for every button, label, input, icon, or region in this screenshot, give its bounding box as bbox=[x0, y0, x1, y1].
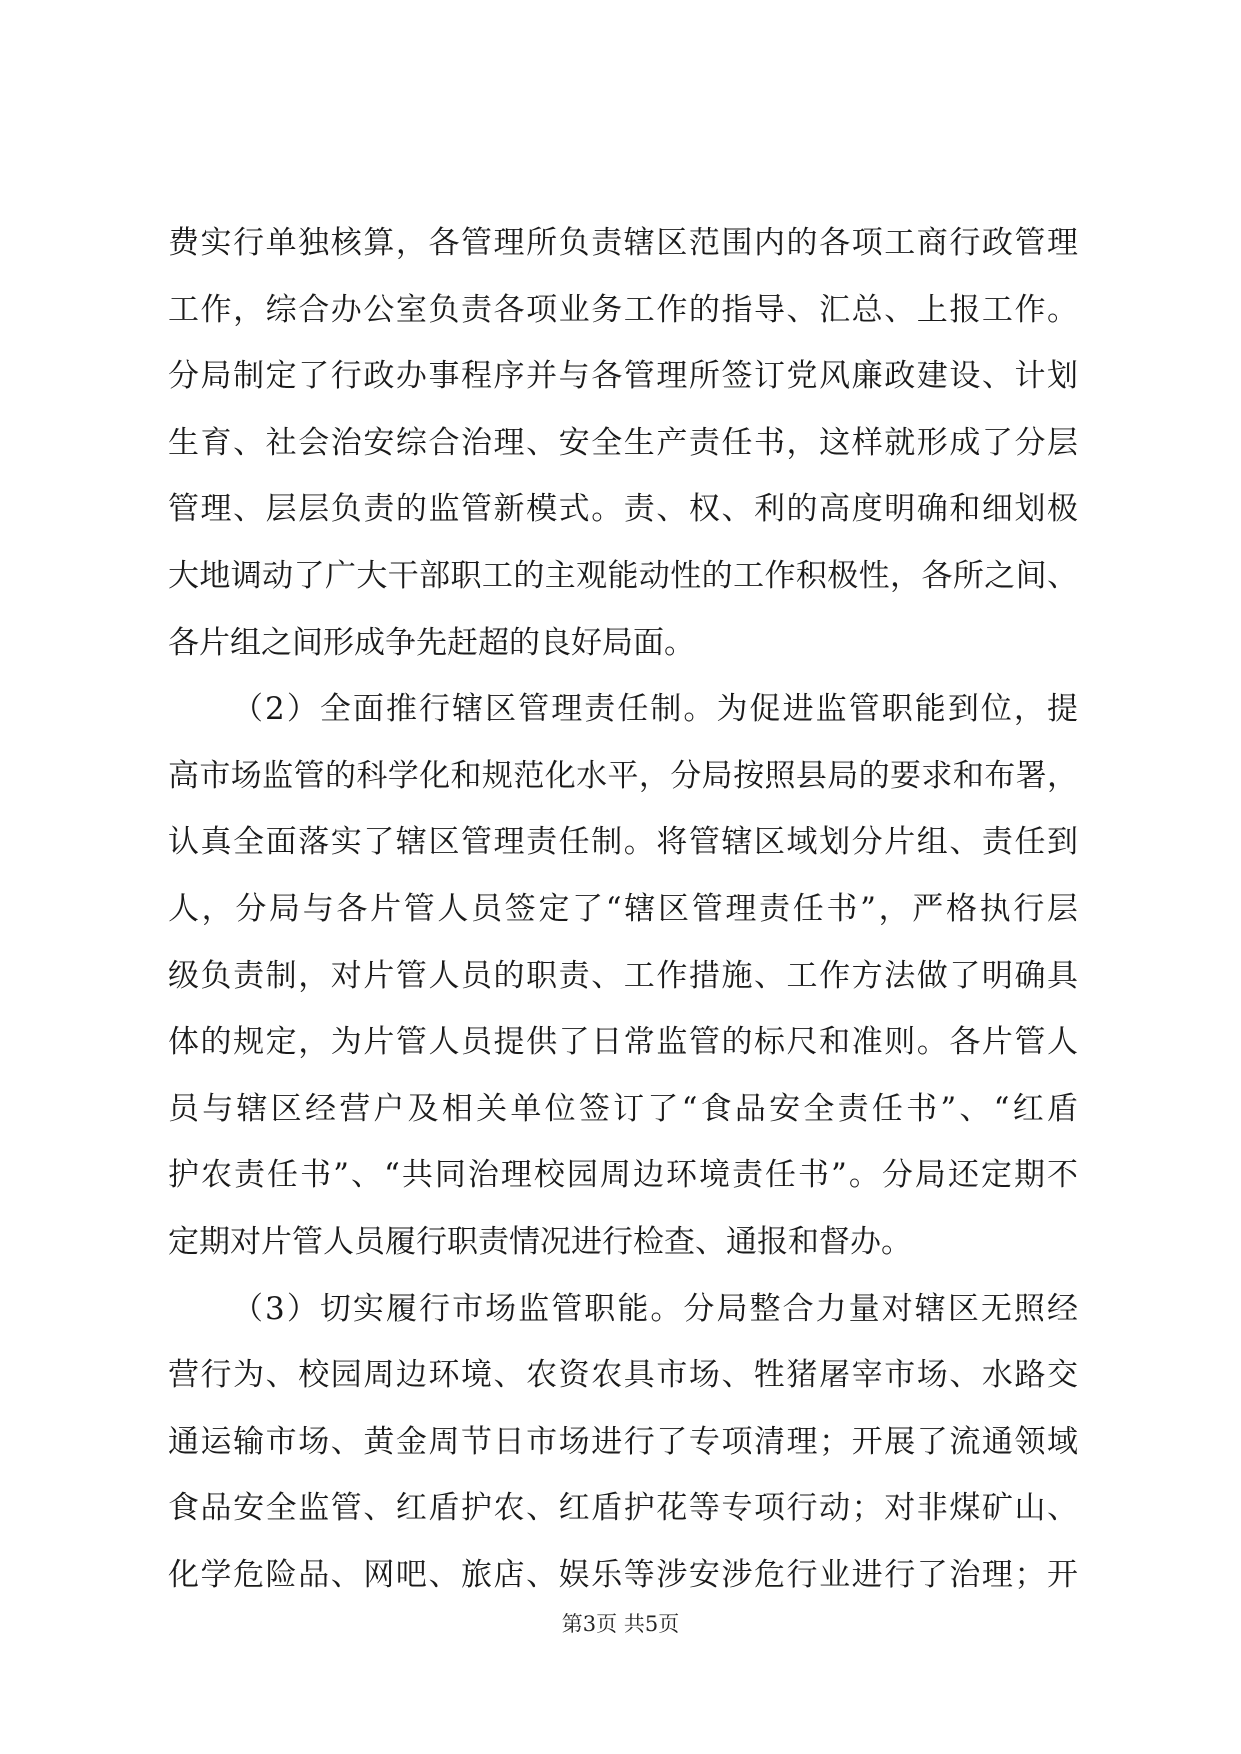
paragraph-line: 费实行单独核算，各管理所负责辖区范围内的各项工商行政管理 bbox=[168, 225, 1078, 261]
paragraph-line: 分局制定了行政办事程序并与各管理所签订党风廉政建设、计划 bbox=[168, 358, 1078, 395]
paragraph-line: 级负责制，对片管人员的职责、工作措施、工作方法做了明确具 bbox=[168, 957, 1078, 994]
paragraph-line: 食品安全监管、红盾护农、红盾护花等专项行动；对非煤矿山、 bbox=[168, 1490, 1078, 1527]
paragraph-line: 生育、社会治安综合治理、安全生产责任书，这样就形成了分层 bbox=[168, 424, 1078, 461]
paragraph-line: 高市场监管的科学化和规范化水平，分局按照县局的要求和布署， bbox=[168, 757, 1078, 794]
page-footer: 第3页 共5页 bbox=[561, 1612, 680, 1636]
paragraph-line: 通运输市场、黄金周节日市场进行了专项清理；开展了流通领域 bbox=[168, 1423, 1078, 1460]
paragraph-line: 认真全面落实了辖区管理责任制。将管辖区域划分片组、责任到 bbox=[168, 824, 1078, 861]
paragraph-line: 各片组之间形成争先赶超的良好局面。 bbox=[168, 624, 695, 661]
paragraph-line: 大地调动了广大干部职工的主观能动性的工作积极性，各所之间、 bbox=[168, 557, 1078, 594]
paragraph-line: 工作，综合办公室负责各项业务工作的指导、汇总、上报工作。 bbox=[168, 291, 1078, 328]
paragraph-line: 员与辖区经营户及相关单位签订了“食品安全责任书”、“红盾 bbox=[168, 1090, 1078, 1127]
paragraph-line: （3）切实履行市场监管职能。分局整合力量对辖区无照经 bbox=[232, 1290, 1078, 1327]
paragraph-line: （2）全面推行辖区管理责任制。为促进监管职能到位，提 bbox=[232, 691, 1078, 728]
body-text bbox=[168, 225, 1078, 1626]
paragraph-line: 人，分局与各片管人员签定了“辖区管理责任书”，严格执行层 bbox=[168, 890, 1078, 927]
paragraph-line: 体的规定，为片管人员提供了日常监管的标尺和准则。各片管人 bbox=[168, 1024, 1078, 1061]
paragraph-line: 护农责任书”、“共同治理校园周边环境责任书”。分局还定期不 bbox=[168, 1157, 1078, 1194]
paragraph-line: 管理、层层负责的监管新模式。责、权、利的高度明确和细划极 bbox=[168, 491, 1078, 528]
paragraph-line: 营行为、校园周边环境、农资农具市场、牲猪屠宰市场、水路交 bbox=[168, 1357, 1078, 1394]
paragraph-line: 化学危险品、网吧、旅店、娱乐等涉安涉危行业进行了治理；开 bbox=[168, 1556, 1078, 1593]
paragraph-line: 定期对片管人员履行职责情况进行检查、通报和督办。 bbox=[168, 1223, 912, 1260]
